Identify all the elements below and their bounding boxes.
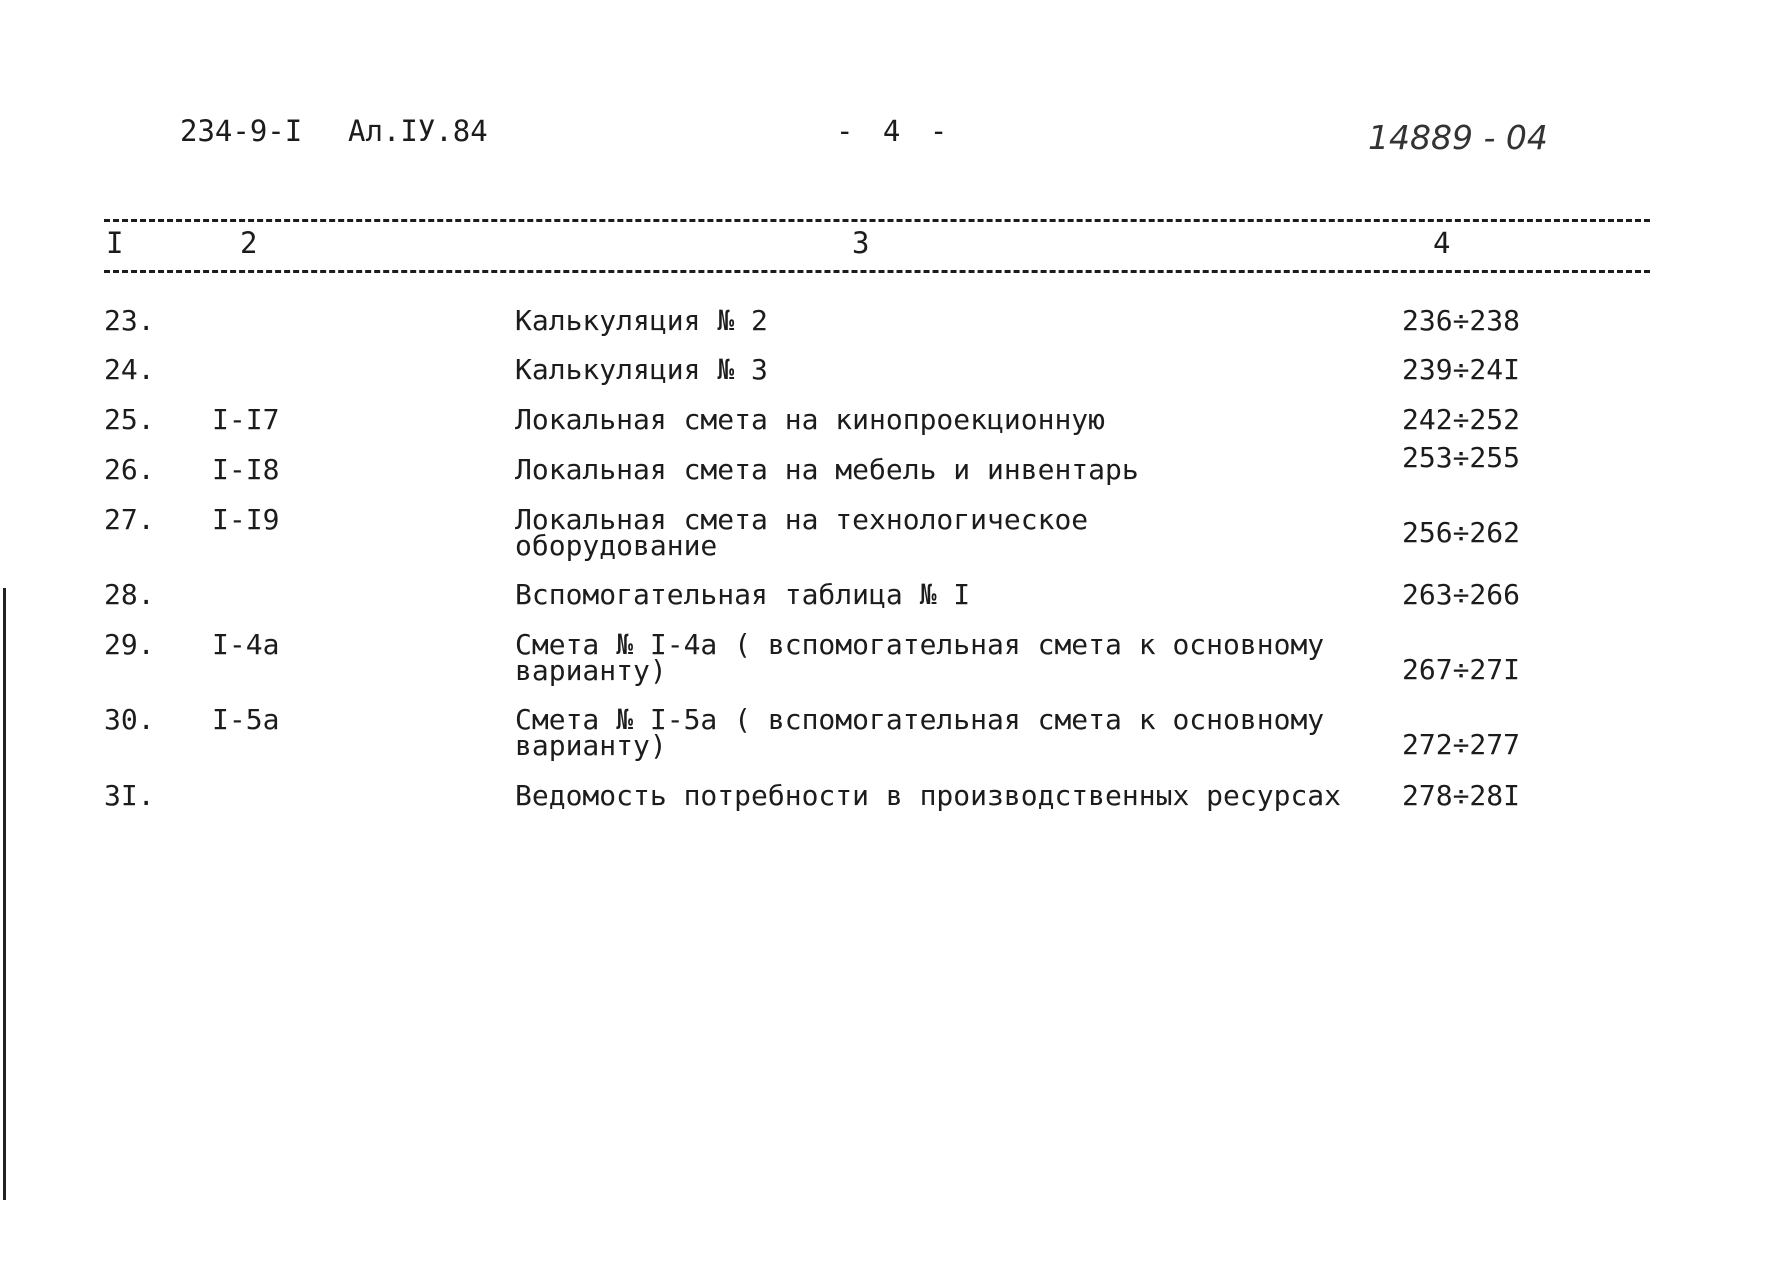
row-title: Смета № I-5а ( вспомогательная смета к основному варианту) bbox=[515, 703, 1325, 762]
row-title: Калькуляция № 3 bbox=[515, 353, 768, 386]
row-number: 27. bbox=[104, 503, 155, 536]
row-code: I-I9 bbox=[212, 503, 280, 536]
row-pages: 278÷28I bbox=[1402, 779, 1521, 812]
row-title: Ведомость потребности в производственных ресурсах bbox=[515, 779, 1342, 812]
document-code: 234-9-I bbox=[180, 114, 303, 148]
column-header-3: 3 bbox=[852, 226, 870, 260]
page-number: - 4 - bbox=[836, 114, 954, 148]
row-code: I-5а bbox=[212, 703, 280, 736]
row-title: Локальная смета на технологическое оборудование bbox=[515, 503, 1089, 562]
row-number: 23. bbox=[104, 304, 155, 337]
table-top-rule bbox=[104, 219, 1650, 222]
column-header-2: 2 bbox=[240, 226, 258, 260]
column-header-4: 4 bbox=[1433, 226, 1451, 260]
row-pages: 272÷277 bbox=[1402, 728, 1521, 761]
row-code: I-I7 bbox=[212, 403, 280, 436]
row-title: Смета № I-4а ( вспомогательная смета к основному варианту) bbox=[515, 628, 1325, 687]
row-code: I-4а bbox=[212, 628, 280, 661]
column-header-1: I bbox=[106, 226, 124, 260]
row-pages: 267÷27I bbox=[1402, 653, 1521, 686]
row-number: 3I. bbox=[104, 779, 155, 812]
row-number: 28. bbox=[104, 578, 155, 611]
scan-edge-line bbox=[3, 588, 6, 1200]
row-number: 25. bbox=[104, 403, 155, 436]
row-code: I-I8 bbox=[212, 453, 280, 486]
handwritten-number: 14889 - 04 bbox=[1368, 118, 1548, 157]
row-number: 29. bbox=[104, 628, 155, 661]
row-number: 30. bbox=[104, 703, 155, 736]
row-title: Локальная смета на мебель и инвентарь bbox=[515, 453, 1139, 486]
row-number: 24. bbox=[104, 353, 155, 386]
row-number: 26. bbox=[104, 453, 155, 486]
row-pages: 236÷238 bbox=[1402, 304, 1521, 337]
row-title: Локальная смета на кинопроекционную bbox=[515, 403, 1106, 436]
row-pages: 256÷262 bbox=[1402, 516, 1521, 549]
row-pages: 253÷255 bbox=[1402, 441, 1521, 474]
row-title: Калькуляция № 2 bbox=[515, 304, 768, 337]
row-pages: 239÷24I bbox=[1402, 353, 1521, 386]
row-title: Вспомогательная таблица № I bbox=[515, 578, 971, 611]
row-pages: 263÷266 bbox=[1402, 578, 1521, 611]
album-number: Ал.IУ.84 bbox=[348, 114, 488, 148]
row-pages: 242÷252 bbox=[1402, 403, 1521, 436]
table-header-rule bbox=[104, 270, 1650, 273]
